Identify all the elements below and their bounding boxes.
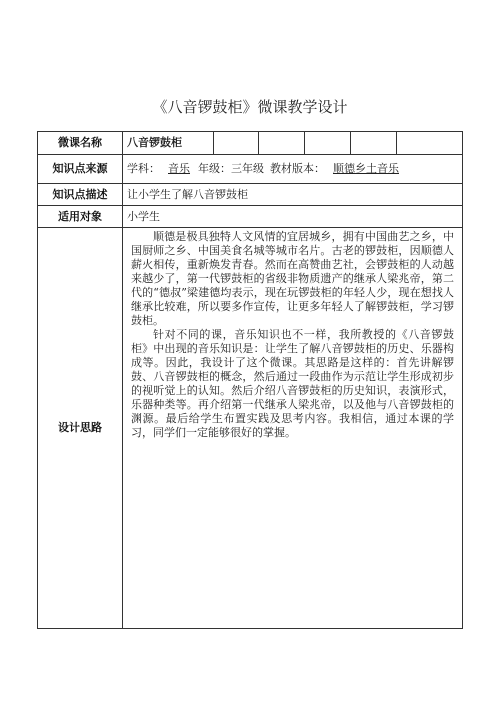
empty-cell xyxy=(214,132,259,155)
empty-cell xyxy=(305,132,351,155)
row-target-audience xyxy=(38,206,463,228)
design-paragraph: 针对不同的课，音乐知识也不一样，我所教授的《八音锣鼓柜》中出现的音乐知识是：让学生了解八音锣鼓柜的历史、乐器构成等。因此，我设计了这个微课。其思路是这样的：首先讲解锣鼓、八音锣鼓柜的概念，然后通过一段曲作为示范让学生形成初步的视听觉上的认知。然后介绍八音锣鼓柜的历史知识，表演形式，乐器种类等。再介绍第一代继承人梁兆帝，以及他与八音锣鼓柜的渊源。最后给学生布置实践及思考内容。我相信，通过本课的学习，同学们一定能够很好的掌握。 xyxy=(131,328,454,439)
empty-cell xyxy=(351,132,397,155)
label-knowledge-source: 知识点来源 xyxy=(38,155,123,184)
knowledge-source-value xyxy=(123,155,463,184)
row-knowledge-source xyxy=(38,155,463,184)
row-course-name xyxy=(38,132,463,155)
edition-label: 教材版本： xyxy=(270,162,325,175)
lesson-design-table xyxy=(37,131,463,629)
row-design-idea xyxy=(38,228,463,629)
knowledge-description-value: 让小学生了解八音锣鼓柜 xyxy=(123,184,463,206)
empty-cell xyxy=(397,132,463,155)
label-knowledge-description: 知识点描述 xyxy=(38,184,123,206)
label-course-name: 微课名称 xyxy=(38,132,123,155)
label-target-audience: 适用对象 xyxy=(38,206,123,228)
page-title: 《八音锣鼓柜》微课教学设计 xyxy=(152,98,348,116)
target-audience-value: 小学生 xyxy=(123,206,463,228)
row-knowledge-description xyxy=(38,184,463,206)
label-design-idea: 设计思路 xyxy=(38,228,123,629)
subject-label: 学科： xyxy=(127,162,160,175)
empty-cell xyxy=(259,132,305,155)
grade-label: 年级： xyxy=(198,162,231,175)
design-idea-content xyxy=(123,228,463,629)
subject-value: 音乐 xyxy=(168,162,190,175)
design-paragraph: 顺德是极具独特人文风情的宜居城乡，拥有中国曲艺之乡，中国厨师之乡、中国美食名城等城市名片。古老的锣鼓柜，因顺德人薪火相传，重新焕发青春。然而在高赞曲艺社，会锣鼓柜的人动越来越少了，第一代锣鼓柜的省级非物质遗产的继承人梁兆帝，第二代的“德叔”梁建德均表示，现在玩锣鼓柜的年轻人少，现在想找人继承比较难，所以要多作宣传，让更多年轻人了解锣鼓柜，学习锣鼓柜。 xyxy=(131,230,454,327)
grade-value: 三年级 xyxy=(231,162,264,175)
course-name-value: 八音锣鼓柜 xyxy=(123,132,214,155)
edition-value: 顺德乡土音乐 xyxy=(333,162,399,175)
